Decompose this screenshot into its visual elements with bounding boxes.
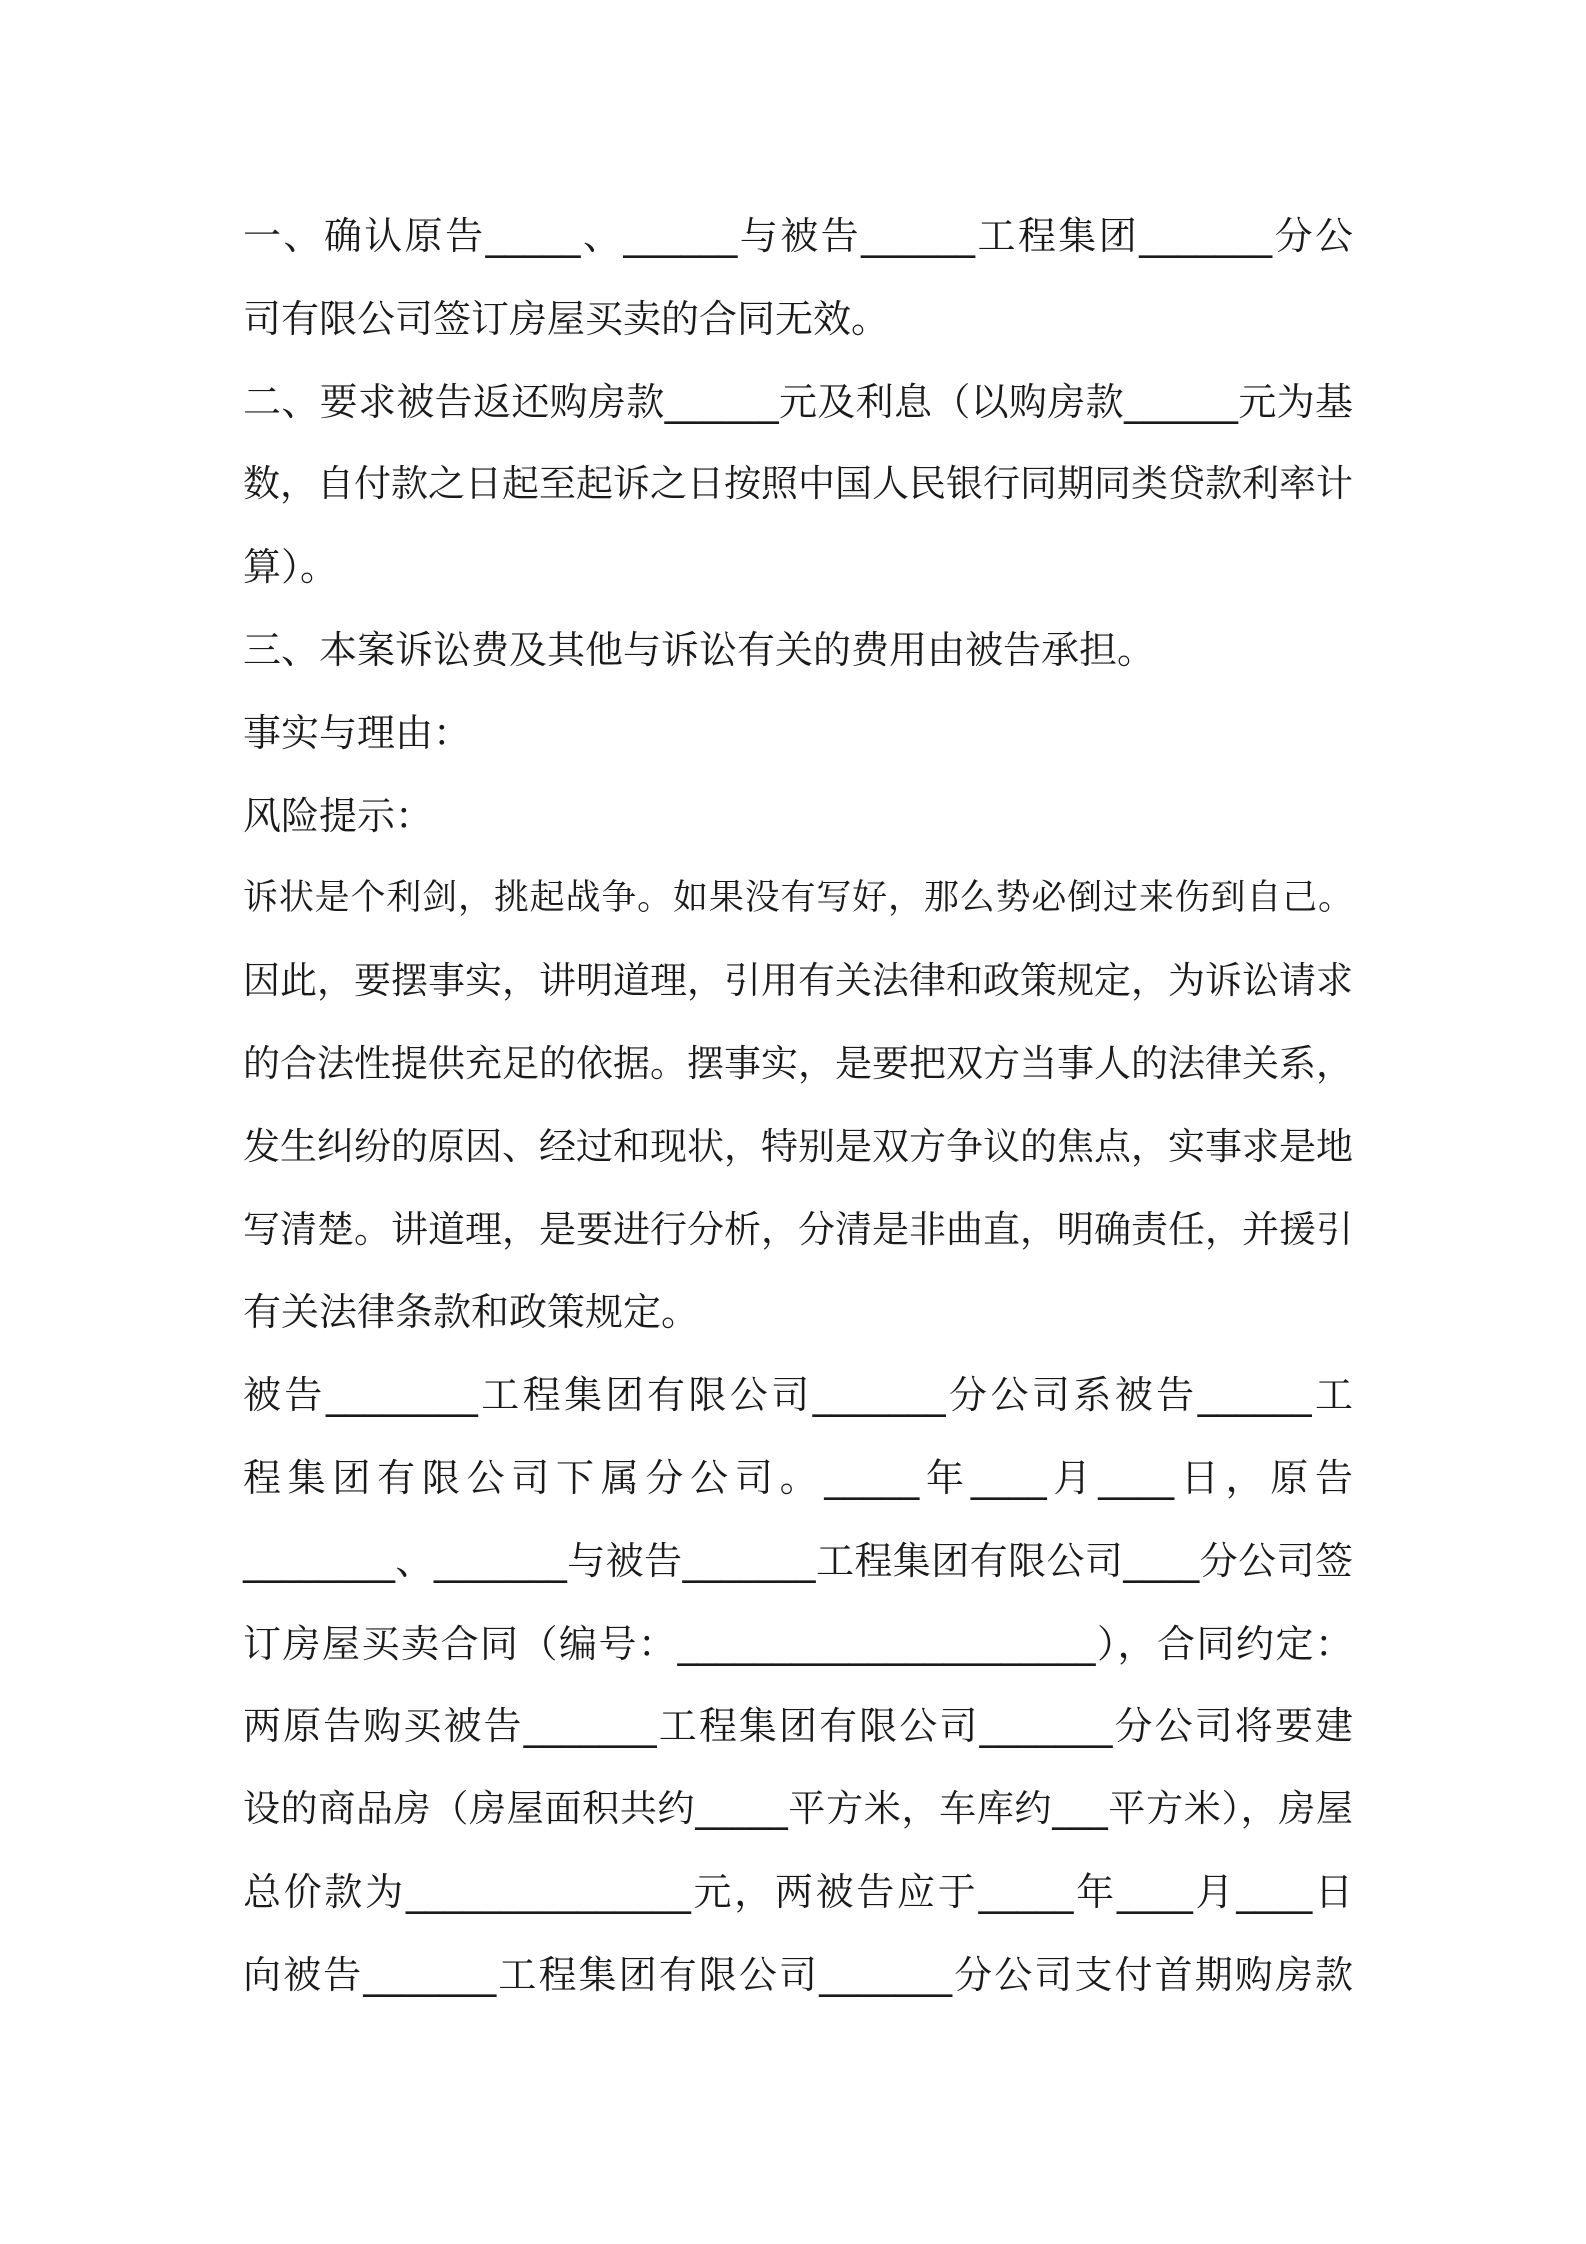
text-line: 司有限公司签订房屋买卖的合同无效。 bbox=[243, 296, 890, 341]
text-line: 设的商品房（房屋面积共约_____平方米，车库约___平方米），房屋 bbox=[243, 1787, 1353, 1831]
text-line: 诉状是个利剑，挑起战争。如果没有写好，那么势必倒过来伤到自己。 bbox=[243, 878, 1353, 919]
text-line: 写清楚。讲道理，是要进行分析，分清是非曲直，明确责任，并援引 bbox=[243, 1207, 1353, 1251]
text-line: 订房屋买卖合同（编号：______________________），合同约定： bbox=[243, 1621, 1353, 1666]
text-line: 被告________工程集团有限公司_______分公司系被告______工 bbox=[243, 1373, 1353, 1418]
text-line: 算）。 bbox=[243, 545, 339, 590]
section-heading: 事实与理由： bbox=[243, 710, 472, 755]
text-line: 向被告_______工程集团有限公司_______分公司支付首期购房款 bbox=[243, 1952, 1353, 1997]
document-body bbox=[243, 195, 1353, 2017]
text-line: 有关法律条款和政策规定。 bbox=[243, 1290, 700, 1335]
text-line: ________、_______与被告_______工程集团有限公司____分公司签 bbox=[243, 1538, 1353, 1583]
text-line: 发生纠纷的原因、经过和现状，特别是双方争议的焦点，实事求是地 bbox=[243, 1124, 1353, 1168]
text-line: 程集团有限公司下属分公司。_____年____月____日，原告 bbox=[243, 1455, 1353, 1500]
text-line: 两原告购买被告_______工程集团有限公司_______分公司将要建 bbox=[243, 1704, 1353, 1749]
text-line: 数，自付款之日起至起诉之日按照中国人民银行同期同类贷款利率计 bbox=[243, 462, 1353, 506]
text-line: 因此，要摆事实，讲明道理，引用有关法律和政策规定，为诉讼请求 bbox=[243, 959, 1353, 1003]
text-line: 二、要求被告返还购房款______元及利息（以购房款______元为基 bbox=[243, 379, 1353, 424]
text-line: 三、本案诉讼费及其他与诉讼有关的费用由被告承担。 bbox=[243, 627, 1156, 672]
text-line: 一、确认原告_____、______与被告______工程集团_______分公 bbox=[243, 214, 1353, 258]
section-heading: 风险提示： bbox=[243, 793, 434, 838]
text-line: 的合法性提供充足的依据。摆事实，是要把双方当事人的法律关系， bbox=[243, 1041, 1353, 1085]
text-line: 总价款为_______________元，两被告应于_____年____月____日 bbox=[243, 1869, 1353, 1914]
